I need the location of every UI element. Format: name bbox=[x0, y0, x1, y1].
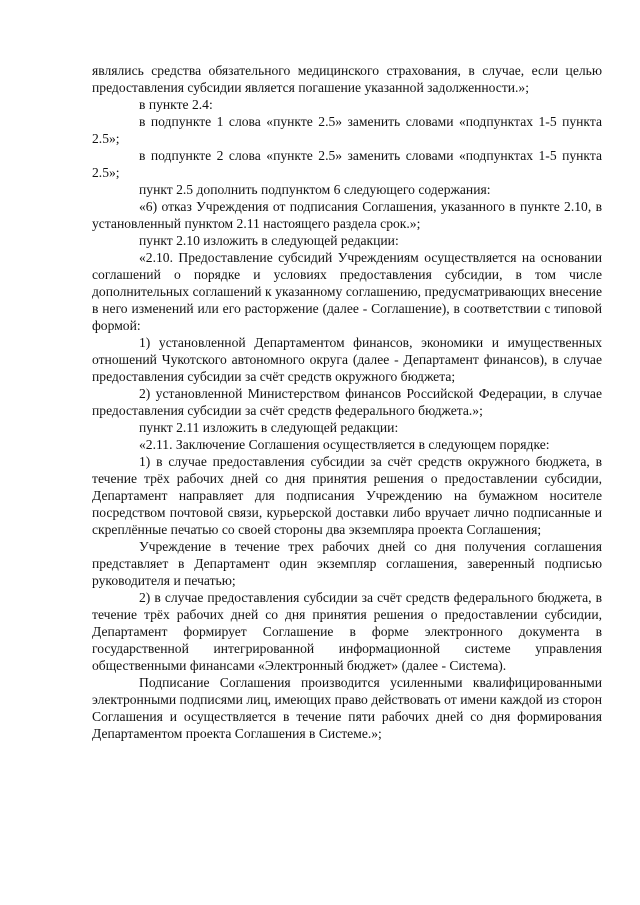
paragraph: «2.10. Предоставление субсидий Учреждениям осуществляется на основании соглашений о порядке и условиях предоставления субсидии, в том числе дополнительных соглашений к указанному соглашению, предусматривающих внесение в него изменений или его расторжение (далее - Соглашение), в соответствии с типовой формой: bbox=[92, 250, 602, 333]
paragraph: пункт 2.5 дополнить подпунктом 6 следующего содержания: bbox=[139, 182, 491, 197]
paragraph: 1) в случае предоставления субсидии за счёт средств окружного бюджета, в течение трёх рабочих дней со дня принятия решения о предоставлении субсидии, Департамент направляет для подписания Учреждению на бумажном носителе посредством почтовой связи, курьерской доставки либо вручает лично подписанные и скреплённые печатью со своей стороны два экземпляра проекта Соглашения; bbox=[92, 454, 602, 537]
paragraph: «6) отказ Учреждения от подписания Соглашения, указанного в пункте 2.10, в установленный пунктом 2.11 настоящего раздела срок.»; bbox=[92, 199, 602, 231]
paragraph: пункт 2.11 изложить в следующей редакции: bbox=[139, 420, 399, 435]
paragraph: Подписание Соглашения производится усиленными квалифицированными электронными подписями лиц, имеющих право действовать от имени каждой из сторон Соглашения и осуществляется в течение пяти рабочих дней со дня формирования Департаментом проекта Соглашения в Системе.»; bbox=[92, 675, 602, 741]
paragraph: в пункте 2.4: bbox=[139, 97, 213, 112]
paragraph: пункт 2.10 изложить в следующей редакции: bbox=[139, 233, 399, 248]
paragraph: 2) установленной Министерством финансов Российской Федерации, в случае предоставления субсидии за счёт средств федерального бюджета.»; bbox=[92, 386, 602, 418]
paragraph: 1) установленной Департаментом финансов, экономики и имущественных отношений Чукотского автономного округа (далее - Департамент финансов), в случае предоставления субсидии за счёт средств окружного бюджета; bbox=[92, 335, 602, 384]
paragraph: в подпункте 2 слова «пункте 2.5» заменить словами «подпунктах 1-5 пункта 2.5»; bbox=[92, 148, 602, 180]
document-body bbox=[92, 62, 602, 742]
paragraph: Учреждение в течение трех рабочих дней со дня получения соглашения представляет в Департамент один экземпляр соглашения, заверенный подписью руководителя и печатью; bbox=[92, 539, 602, 588]
paragraph: 2) в случае предоставления субсидии за счёт средств федерального бюджета, в течение трёх рабочих дней со дня принятия решения о предоставлении субсидии, Департамент формирует Соглашение в форме электронного документа в государственной интегрированной информационной системе управления общественными финансами «Электронный бюджет» (далее - Система). bbox=[92, 590, 602, 673]
paragraph: «2.11. Заключение Соглашения осуществляется в следующем порядке: bbox=[139, 437, 550, 452]
paragraph: являлись средства обязательного медицинского страхования, в случае, если целью предоставления субсидии является погашение указанной задолженности.»; bbox=[92, 63, 602, 95]
paragraph: в подпункте 1 слова «пункте 2.5» заменить словами «подпунктах 1-5 пункта 2.5»; bbox=[92, 114, 602, 146]
